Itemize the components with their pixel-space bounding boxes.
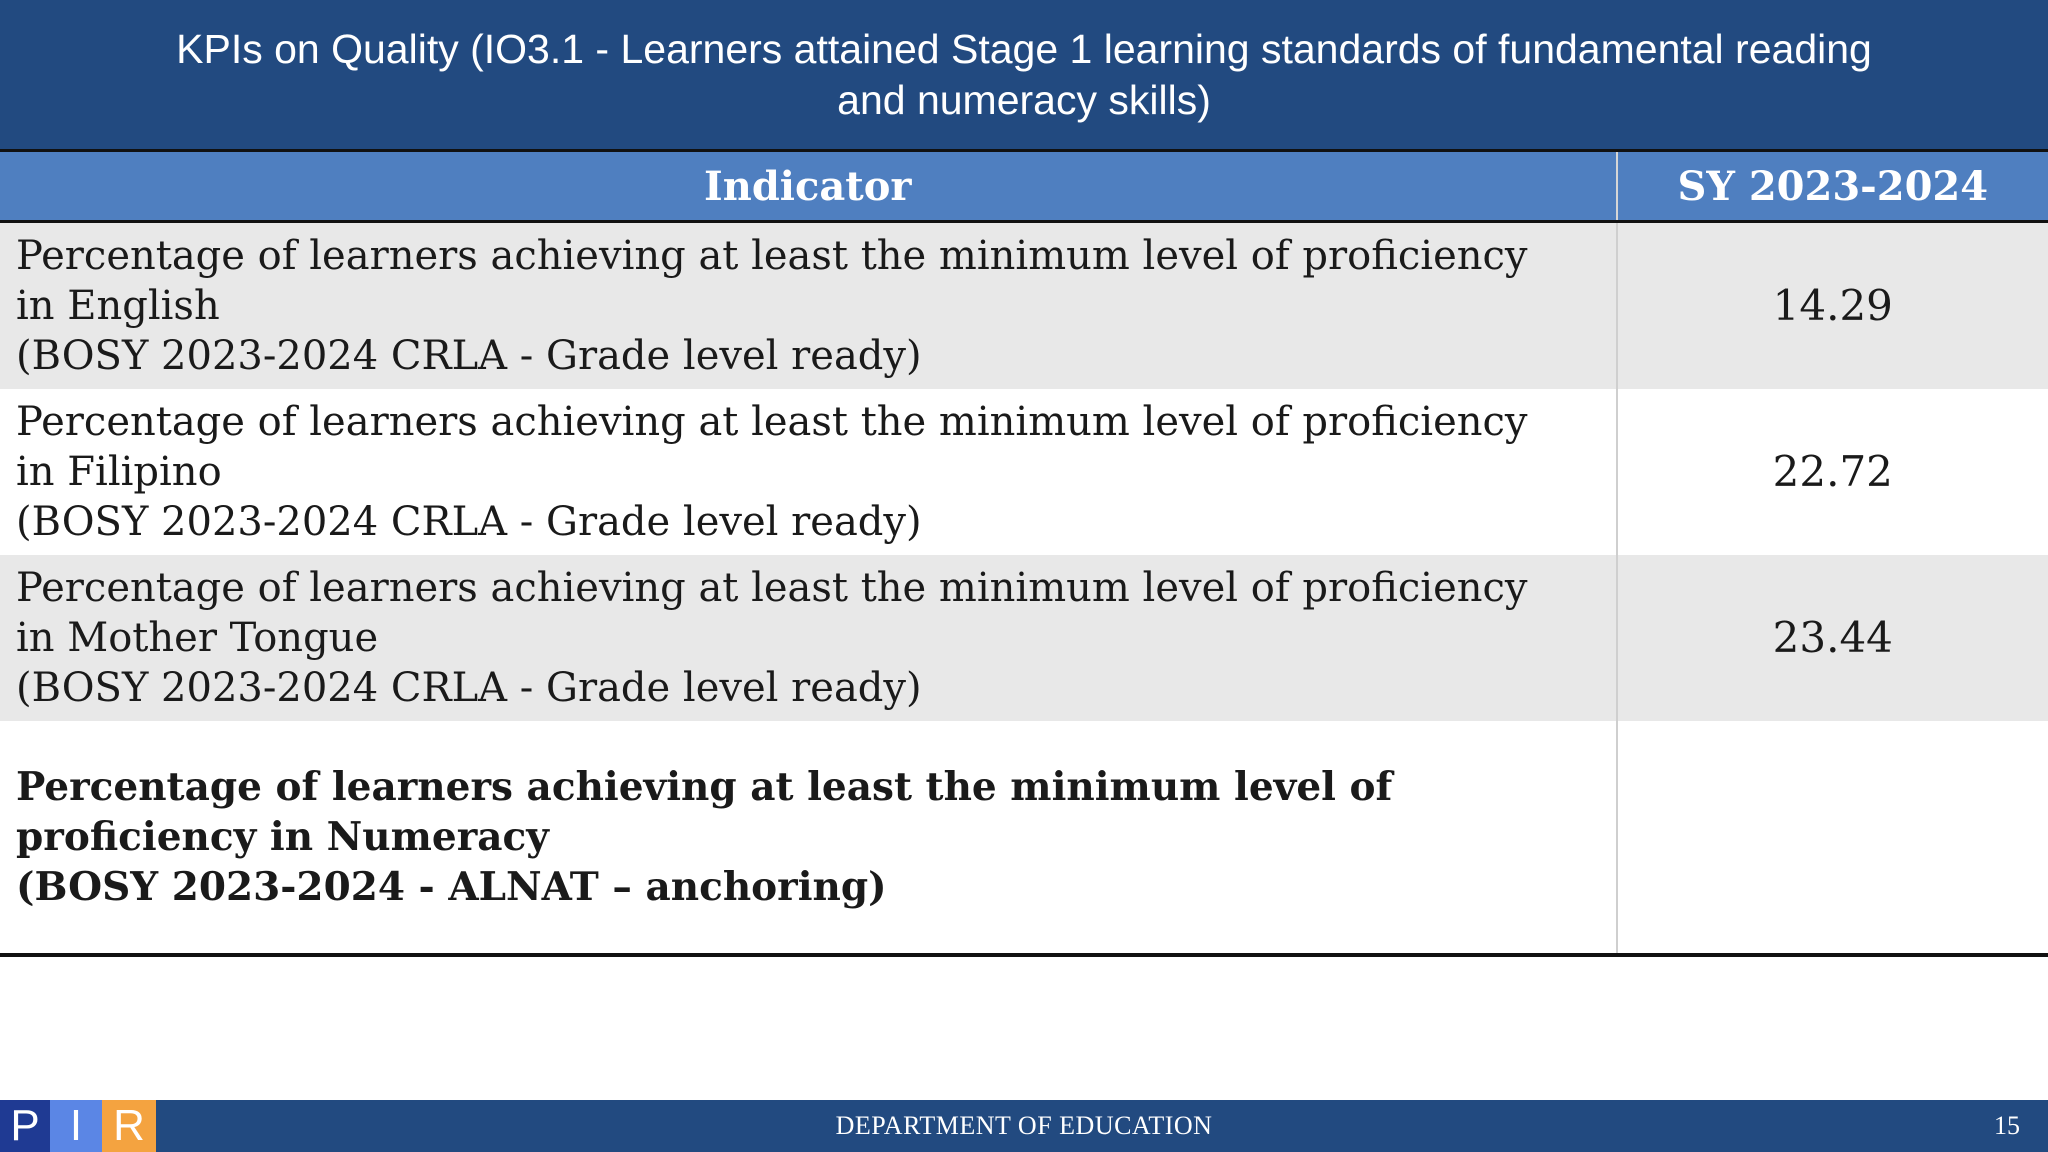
indicator-cell bbox=[0, 721, 1617, 955]
slide-title-line-1: KPIs on Quality (IO3.1 - Learners attained Stage 1 learning standards of fundamental reading bbox=[176, 25, 1872, 72]
indicator-source: (BOSY 2023-2024 CRLA - Grade level ready) bbox=[16, 499, 922, 545]
table-row bbox=[0, 555, 2048, 721]
logo-letter-i: I bbox=[50, 1100, 102, 1152]
indicator-cell bbox=[0, 389, 1617, 555]
indicator-line: in English bbox=[16, 283, 220, 329]
slide-title bbox=[94, 24, 1954, 126]
value-cell bbox=[1617, 721, 2048, 955]
value-cell: 22.72 bbox=[1617, 389, 2048, 555]
header-school-year: SY 2023-2024 bbox=[1617, 152, 2048, 222]
slide-title-line-2: and numeracy skills) bbox=[837, 76, 1211, 123]
pir-logo bbox=[0, 1100, 156, 1152]
indicator-line: Percentage of learners achieving at least the minimum level of proficiency bbox=[16, 233, 1528, 279]
table-row bbox=[0, 389, 2048, 555]
indicator-cell bbox=[0, 555, 1617, 721]
indicator-source: (BOSY 2023-2024 CRLA - Grade level ready) bbox=[16, 665, 922, 711]
indicator-source: (BOSY 2023-2024 CRLA - Grade level ready) bbox=[16, 333, 922, 379]
slide-title-bar bbox=[0, 0, 2048, 152]
table-row bbox=[0, 222, 2048, 390]
footer-bar bbox=[0, 1100, 2048, 1152]
indicator-line: in Mother Tongue bbox=[16, 615, 379, 661]
indicator-line: Percentage of learners achieving at least the minimum level of proficiency bbox=[16, 399, 1528, 445]
indicator-line: in Filipino bbox=[16, 449, 222, 495]
indicator-line: Percentage of learners achieving at least the minimum level of proficiency bbox=[16, 565, 1528, 611]
indicator-cell bbox=[0, 222, 1617, 390]
page-number: 15 bbox=[1994, 1111, 2020, 1140]
value-cell: 14.29 bbox=[1617, 222, 2048, 390]
department-label: DEPARTMENT OF EDUCATION bbox=[835, 1111, 1213, 1140]
logo-letter-p: P bbox=[0, 1100, 50, 1152]
logo-letter-r: R bbox=[102, 1100, 156, 1152]
header-indicator: Indicator bbox=[0, 152, 1617, 222]
table-row bbox=[0, 721, 2048, 955]
table-header-row bbox=[0, 152, 2048, 222]
kpi-table bbox=[0, 152, 2048, 957]
indicator-line: proficiency in Numeracy bbox=[16, 814, 549, 860]
value-cell: 23.44 bbox=[1617, 555, 2048, 721]
indicator-source: (BOSY 2023-2024 - ALNAT – anchoring) bbox=[16, 864, 887, 910]
indicator-line: Percentage of learners achieving at least the minimum level of bbox=[16, 764, 1393, 810]
